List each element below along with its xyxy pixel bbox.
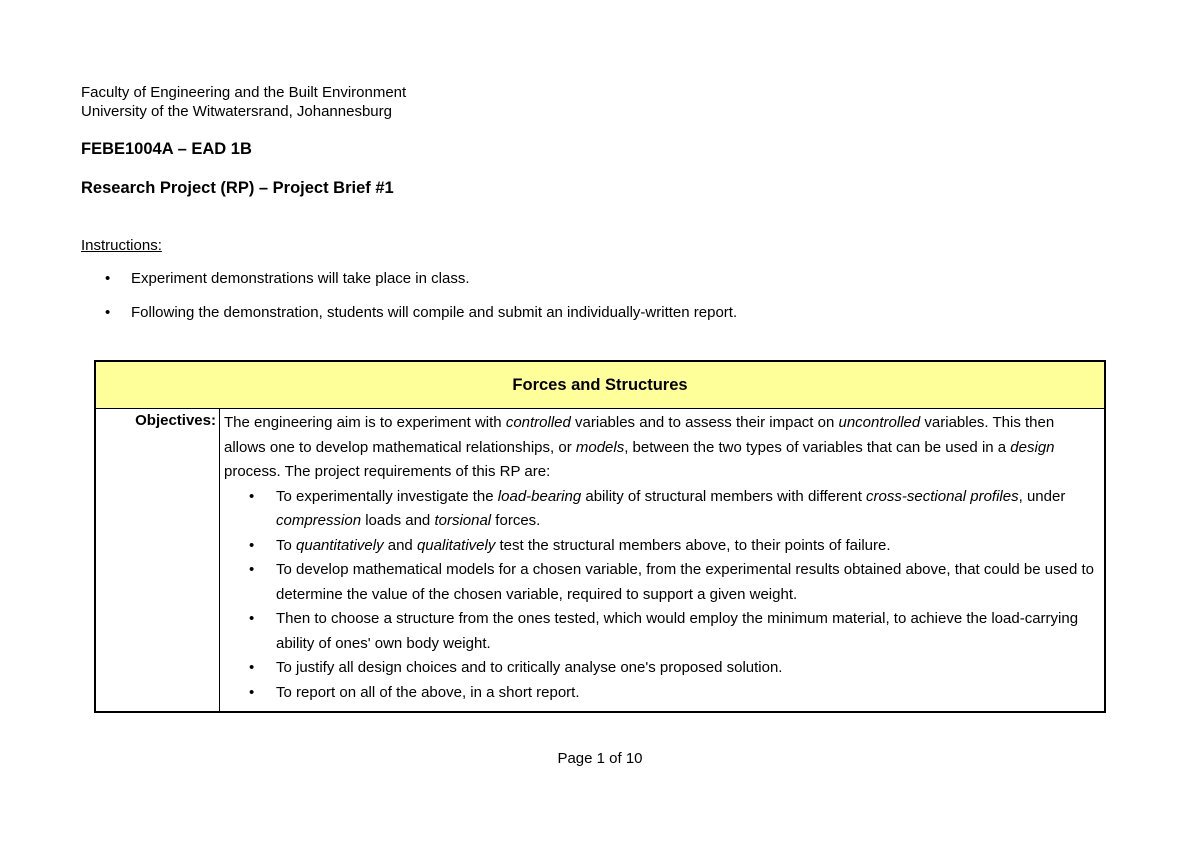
intro-text: , between the two types of variables that can be used in a (624, 438, 1011, 456)
instructions-list (81, 269, 737, 337)
objective-text: To (276, 536, 297, 554)
instruction-item (81, 303, 737, 337)
objective-text: ability of structural members with different (581, 487, 867, 505)
objective-text: To justify all design choices and to critically analyse one's proposed solution. (276, 659, 783, 676)
objectives-intro (224, 411, 1100, 485)
intro-emphasis: uncontrolled (838, 414, 921, 431)
objectives-label: Objectives: (95, 409, 220, 713)
objective-text: To experimentally investigate the (276, 487, 498, 505)
institution-header (81, 83, 406, 121)
intro-text: variables. This then allows one to develop mathematical relationships, or (224, 414, 1055, 456)
objective-text: , under (1018, 487, 1066, 505)
intro-text: process. The project requirements of this RP are: (224, 463, 551, 480)
objective-emphasis: qualitatively (416, 536, 496, 554)
objective-emphasis: cross-sectional profiles (866, 487, 1019, 505)
intro-emphasis: models (575, 438, 625, 456)
intro-emphasis: controlled (505, 414, 571, 431)
document-title: Research Project (RP) – Project Brief #1 (81, 179, 394, 197)
intro-text: The engineering aim is to experiment with (224, 414, 506, 431)
university-name: University of the Witwatersrand, Johannesburg (81, 103, 392, 120)
bullet-icon: • (249, 536, 255, 554)
instruction-text: Following the demonstration, students will compile and submit an individually-written report. (131, 304, 738, 321)
objective-text: and (383, 536, 417, 554)
table-title-row (95, 361, 1105, 409)
objective-item (224, 656, 1100, 681)
objective-item (224, 485, 1100, 534)
objective-emphasis: compression (276, 512, 362, 529)
objectives-content (220, 409, 1106, 713)
bullet-icon: • (105, 270, 111, 287)
bullet-icon: • (249, 683, 255, 701)
bullet-icon: • (249, 659, 255, 676)
objective-text: To develop mathematical models for a chosen variable, from the experimental results obtained above, that could be used to determine the value of the chosen variable, required to support a given weight. (276, 561, 1094, 603)
objective-item (224, 558, 1100, 607)
objective-list (224, 485, 1100, 706)
faculty-name: Faculty of Engineering and the Built Environment (81, 84, 407, 101)
objective-text: forces. (491, 512, 541, 529)
instructions-heading: Instructions: (81, 237, 162, 254)
bullet-icon: • (249, 610, 255, 627)
objective-emphasis: torsional (434, 512, 492, 529)
table-title: Forces and Structures (95, 361, 1105, 409)
instruction-item (81, 269, 737, 303)
objective-emphasis: load-bearing (497, 487, 582, 505)
objective-text: test the structural members above, to their points of failure. (495, 536, 891, 554)
intro-text: variables and to assess their impact on (570, 414, 839, 431)
objectives-row (95, 409, 1105, 713)
bullet-icon: • (105, 304, 111, 321)
objective-text: loads and (361, 512, 435, 529)
bullet-icon: • (249, 487, 255, 505)
instruction-text: Experiment demonstrations will take place in class. (131, 270, 470, 287)
page-number: Page 1 of 10 (557, 750, 643, 767)
bullet-icon: • (249, 561, 255, 578)
project-brief-table (94, 360, 1106, 713)
intro-emphasis: design (1010, 438, 1055, 456)
objective-item (224, 681, 1100, 706)
objective-text: To report on all of the above, in a short report. (276, 683, 580, 701)
objective-item (224, 534, 1100, 559)
course-code: FEBE1004A – EAD 1B (81, 140, 252, 158)
objective-item (224, 607, 1100, 656)
objective-emphasis: quantitatively (296, 536, 384, 554)
objective-text: Then to choose a structure from the ones tested, which would employ the minimum material, to achieve the load-carrying ability of ones' own body weight. (276, 610, 1079, 652)
